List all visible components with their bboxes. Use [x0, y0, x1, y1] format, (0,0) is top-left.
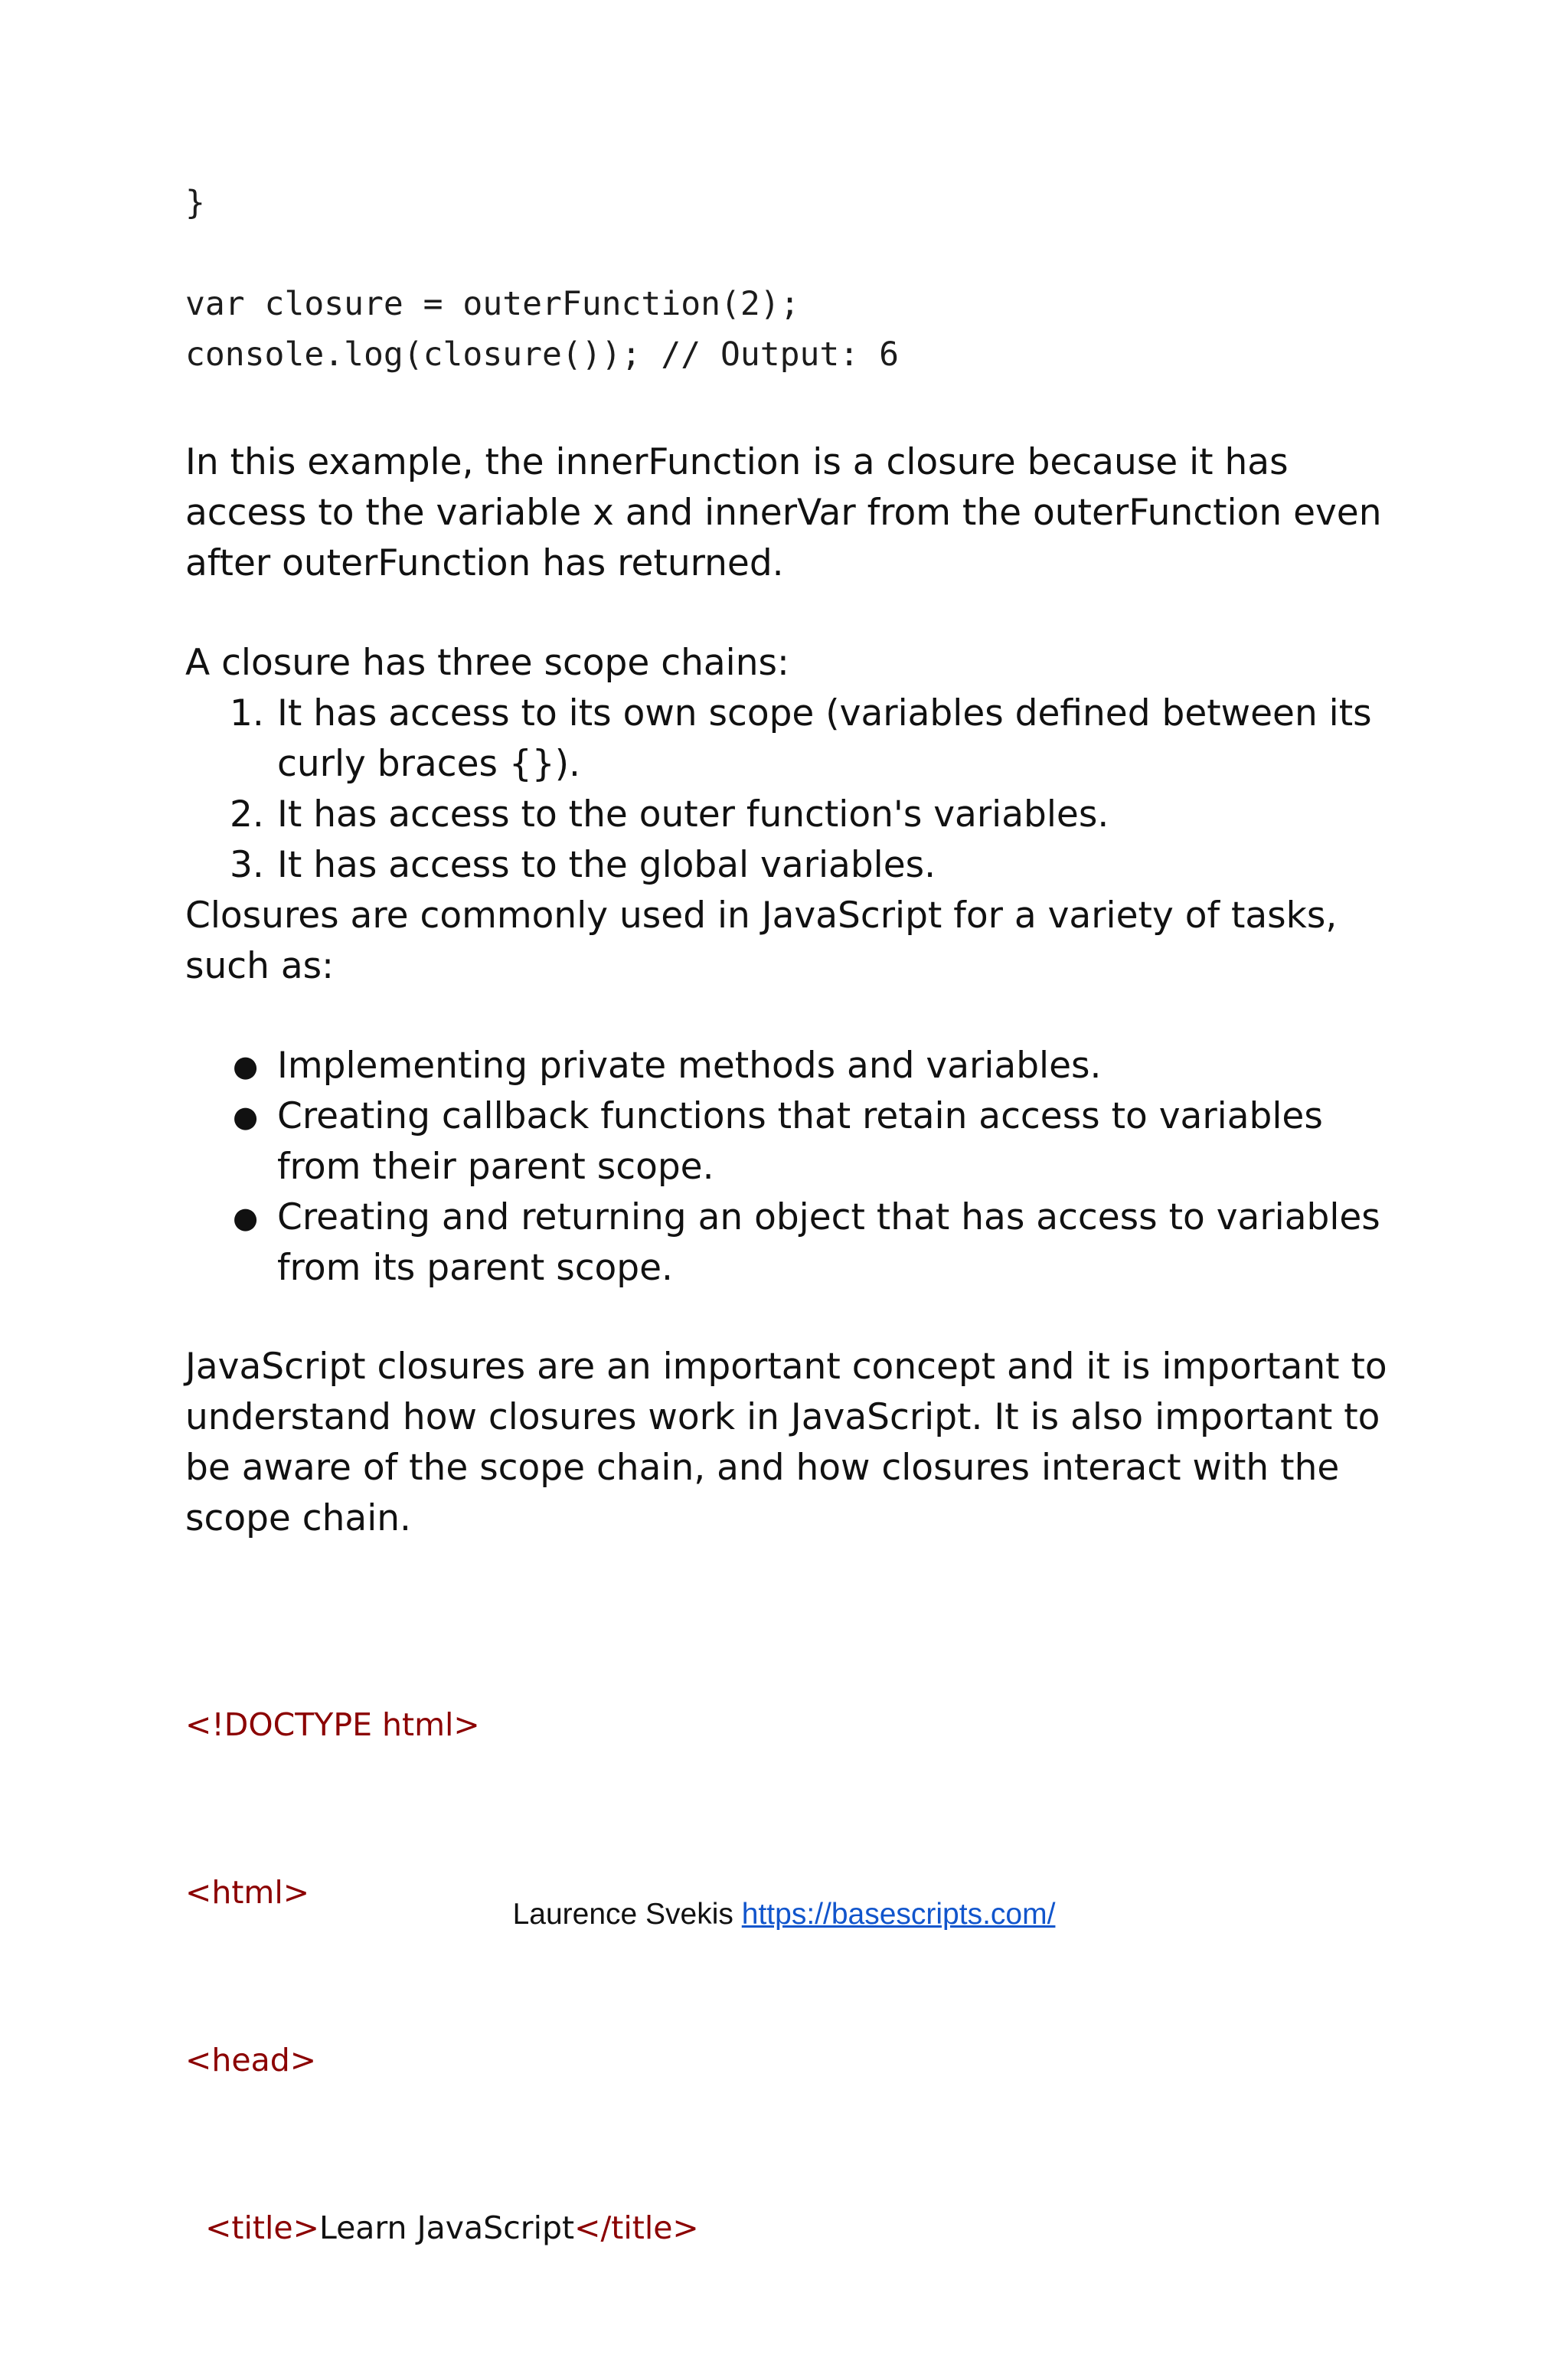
list-item [185, 688, 1410, 790]
scope-chains-intro: A closure has three scope chains: [185, 642, 789, 684]
list-item-text: It has access to the outer function's variables. [277, 793, 1109, 836]
list-item-text: It has access to the global variables. [277, 844, 936, 886]
code-tag: <title> [205, 2209, 319, 2246]
code-tag: html> [371, 1706, 480, 1743]
code-line-doctype [185, 1697, 699, 1753]
list-item [185, 840, 1410, 891]
code-line-console-log: console.log(closure()); // Output: 6 [185, 335, 899, 374]
paragraph-closure-example: In this example, the innerFunction is a closure because it has access to the variable x and innerVar from the outerFunction even after outerFunction has returned. [185, 441, 1382, 584]
bullet-icon: ● [233, 1049, 259, 1083]
code-tag: <!DOCTYPE [185, 1706, 372, 1743]
scope-chains-list [185, 688, 1410, 891]
bullet-icon: ● [233, 1201, 259, 1235]
bullet-icon: ● [233, 1100, 259, 1133]
footer-author: Laurence Svekis [512, 1898, 733, 1931]
list-item-text: Implementing private methods and variables. [277, 1045, 1102, 1087]
list-item [185, 1041, 1410, 1091]
code-line-closure: var closure = outerFunction(2); [185, 285, 800, 323]
code-line-head [185, 2033, 699, 2088]
list-item [185, 1091, 1410, 1192]
list-number: 3. [230, 844, 264, 886]
page-footer [0, 1898, 1568, 1931]
paragraph-closures-importance: JavaScript closures are an important concept and it is important to understand how closures work in JavaScript. It is also important to be aware of the scope chain, and how closures interact with the scope chain. [185, 1346, 1387, 1539]
footer-link[interactable]: https://basescripts.com/ [741, 1898, 1056, 1931]
code-closing-brace: } [185, 184, 205, 222]
code-tag: <head> [185, 2042, 317, 2079]
list-item-text: It has access to its own scope (variables defined between its curly braces {}). [277, 692, 1372, 785]
code-line-title [185, 2200, 699, 2256]
list-item [185, 1192, 1410, 1294]
code-tag: </title> [574, 2209, 699, 2246]
list-number: 2. [230, 793, 264, 836]
code-tag: <html> [185, 1874, 310, 1911]
list-item-text: Creating callback functions that retain access to variables from their parent scope. [277, 1095, 1323, 1188]
code-text: Learn JavaScript [318, 2209, 575, 2246]
paragraph-closure-uses: Closures are commonly used in JavaScript for a variety of tasks, such as: [185, 895, 1338, 987]
html-code-block [185, 1585, 699, 2368]
list-item-text: Creating and returning an object that has access to variables from its parent scope. [277, 1196, 1380, 1289]
list-item [185, 790, 1410, 840]
closure-uses-list [185, 1041, 1410, 1294]
list-number: 1. [230, 692, 264, 734]
code-indent [185, 2209, 205, 2246]
